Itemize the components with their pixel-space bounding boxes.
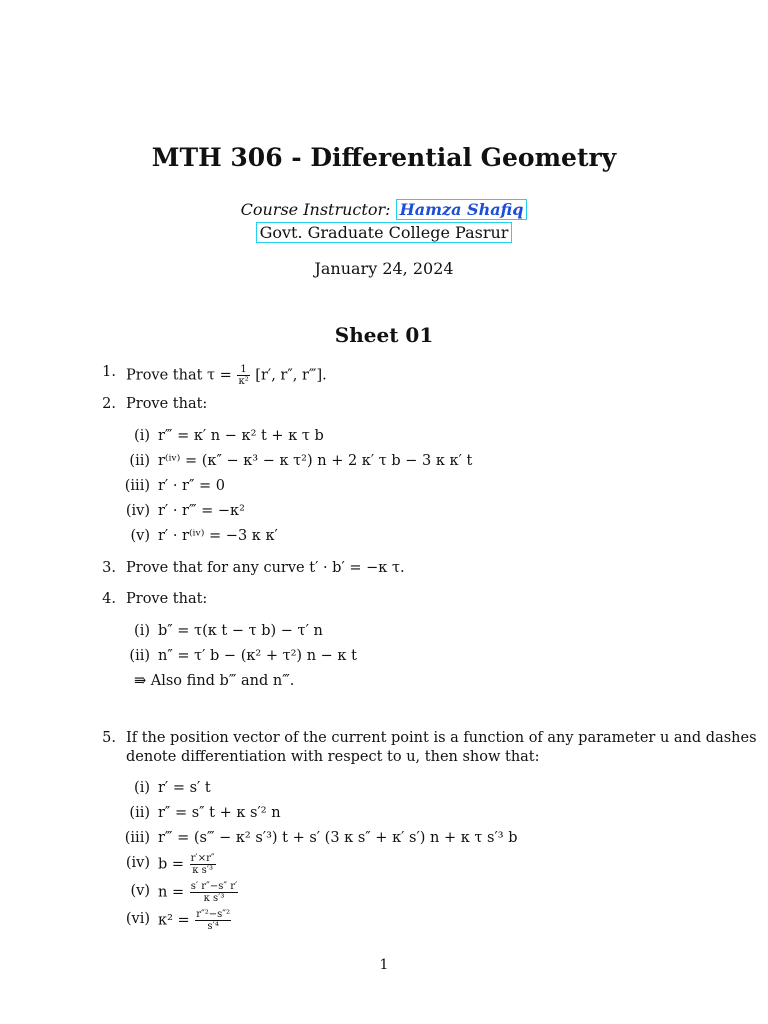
item-label: (v): [130, 528, 150, 544]
item-label: (ii): [129, 453, 150, 469]
item-expression: r″ = s″ t + κ s′² n: [158, 805, 281, 821]
page-title: MTH 306 - Differential Geometry: [151, 143, 617, 172]
item-label: (v): [130, 883, 150, 899]
question-number: 4.: [102, 591, 116, 607]
expression-lhs: n =: [158, 884, 189, 901]
college-link[interactable]: Govt. Graduate College Pasrur: [256, 222, 513, 243]
page-number: 1: [379, 957, 389, 973]
item-expression: r′ · r⁽ⁱᵛ⁾ = −3 κ κ′: [158, 528, 278, 544]
item-label: (i): [134, 780, 150, 796]
question-text: Prove that for any curve t′ · b′ = −κ τ.: [126, 560, 405, 576]
question-number: 3.: [102, 560, 116, 576]
item-expression: r′ · r‴ = −κ²: [158, 503, 245, 519]
fraction-bottom: s′⁴: [207, 921, 219, 932]
item-label: (iii): [124, 830, 150, 846]
item-label: (iv): [125, 855, 150, 871]
fraction: [190, 853, 216, 876]
fraction-top: r′×r″: [190, 853, 215, 864]
item-expression: [158, 881, 239, 904]
instructor-line: [0, 199, 768, 220]
question-text-line-2: denote differentiation with respect to u, then show that:: [126, 749, 540, 765]
fraction-bottom: κ²: [238, 376, 249, 387]
fraction: [190, 881, 239, 904]
item-expression: r‴ = κ′ n − κ² t + κ τ b: [158, 428, 324, 444]
fraction-top: r″²−s″²: [196, 909, 231, 920]
item-label: (i): [134, 428, 150, 444]
item-expression: r′ · r″ = 0: [158, 478, 225, 494]
question-number: 5.: [102, 730, 116, 746]
item-label: (ii): [129, 805, 150, 821]
sheet-title: Sheet 01: [334, 323, 434, 347]
question-number: 2.: [102, 396, 116, 412]
item-expression: r′ = s′ t: [158, 780, 211, 796]
question-text: Prove that:: [126, 396, 208, 412]
item-label: (vi): [125, 911, 150, 927]
item-expression: [158, 853, 217, 876]
fraction-bottom: κ s′³: [203, 893, 225, 904]
question-suffix: [r′, r″, r‴].: [250, 367, 327, 384]
fraction: [195, 909, 231, 932]
item-label: (iv): [125, 503, 150, 519]
question-text: [126, 364, 327, 387]
college-line: [0, 222, 768, 243]
item-expression: r‴ = (s‴ − κ² s′³) t + s′ (3 κ s″ + κ′ s′) n + κ τ s′³ b: [158, 830, 518, 846]
question-prefix: Prove that τ =: [126, 367, 237, 384]
item-label: (iii): [124, 478, 150, 494]
expression-lhs: b =: [158, 856, 189, 873]
item-expression: b″ = τ(κ t − τ b) − τ′ n: [158, 623, 323, 639]
item-expression: [158, 909, 232, 932]
fraction-top: s′ r″−s″ r′: [190, 881, 238, 892]
fraction-top: 1: [237, 364, 249, 376]
question-text: Prove that:: [126, 591, 208, 607]
also-find-line: ⇛ Also find b‴ and n‴.: [134, 673, 295, 689]
document-date: January 24, 2024: [314, 259, 454, 278]
question-text-line-1: If the position vector of the current point is a function of any parameter u and dashes: [126, 730, 757, 746]
fraction: [237, 364, 249, 387]
item-expression: r⁽ⁱᵛ⁾ = (κ″ − κ³ − κ τ²) n + 2 κ′ τ b − 3 κ κ′ t: [158, 453, 473, 469]
item-label: (ii): [129, 648, 150, 664]
expression-lhs: κ² =: [158, 912, 195, 929]
item-expression: n″ = τ′ b − (κ² + τ²) n − κ t: [158, 648, 357, 664]
fraction-bottom: κ s′³: [192, 865, 214, 876]
item-label: (i): [134, 623, 150, 639]
question-number: 1.: [102, 364, 116, 380]
instructor-label: Course Instructor:: [240, 200, 391, 219]
instructor-name-link[interactable]: Hamza Shafiq: [396, 199, 528, 220]
